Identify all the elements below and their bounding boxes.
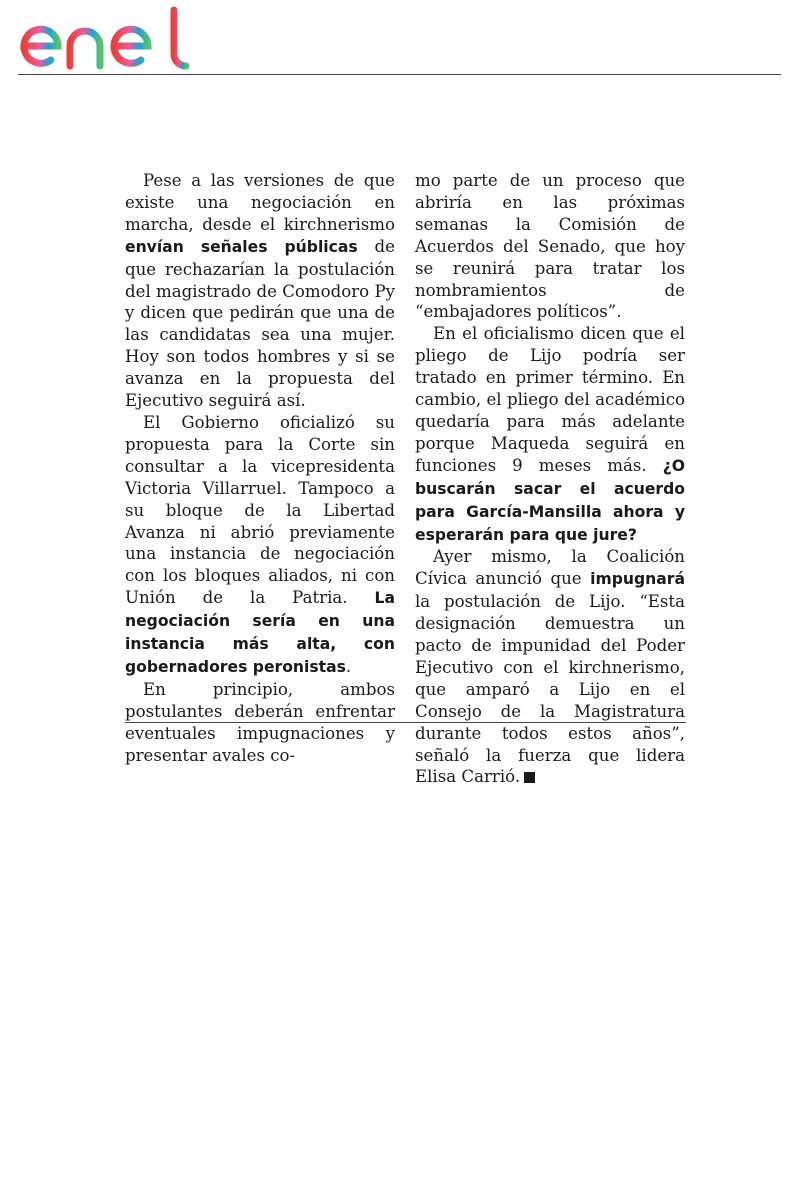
article-column-1: [125, 170, 395, 788]
bold-highlight: ¿O buscarán sacar el acuerdo para García-Mansilla ahora y esperarán para que jure?: [415, 456, 685, 544]
paragraph-text: mo parte de un proceso que abriría en las próximas semanas la Comisión de Acuerdos del Senado, que hoy se reunirá para tratar los nombramientos de “embajadores políticos”.: [415, 171, 685, 322]
article-body: [125, 170, 685, 788]
paragraph-text: .: [345, 656, 352, 676]
paragraph: [125, 170, 395, 412]
paragraph: [415, 323, 685, 546]
paragraph-text: En principio, ambos postulantes deberán enfrentar eventuales impugnaciones y presentar avales co-: [125, 679, 395, 765]
paragraph-text: la postulación de Lijo. “Esta designación demuestra un pacto de impunidad del Poder Ejecutivo con el kirchnerismo, que amparó a Lijo en el Consejo de la Magistratura durante todos estos años”, señaló la fuerza que lidera Elisa Carrió.: [415, 592, 685, 787]
paragraph-text: Ayer mismo, la Coalición Cívica anunció que: [415, 547, 685, 589]
bold-highlight: impugnará: [590, 570, 685, 589]
paragraph: [415, 170, 685, 323]
paragraph-text: El Gobierno oficializó su propuesta para la Corte sin consultar a la vicepresidenta Victoria Villarruel. Tampoco a su bloque de la Libertad Avanza ni abrió previamente una instancia de negociación con los bloques aliados, ni con Unión de la Patria.: [125, 412, 395, 608]
paragraph: [125, 412, 395, 679]
paragraph: [415, 546, 685, 788]
end-of-article-mark: [524, 772, 535, 783]
paragraph-text: de que rechazarían la postulación del magistrado de Comodoro Py y dicen que pedirán que una de las candidatas sea una mujer. Hoy son todos hombres y si se avanza en la propuesta del Ejecutivo seguirá así.: [125, 236, 395, 411]
article-bottom-divider: [125, 722, 686, 723]
article-column-2: [415, 170, 685, 788]
paragraph-text: En el oficialismo dicen que el pliego de Lijo podría ser tratado en primer término. En cambio, el pliego del académico quedaría para más adelante porque Maqueda seguirá en funciones 9 meses más.: [415, 324, 685, 475]
paragraph-text: Pese a las versiones de que existe una negociación en marcha, desde el kirchnerismo: [125, 171, 395, 234]
bold-highlight: envían señales públicas: [125, 237, 358, 256]
bold-highlight: La negociación sería en una instancia más alta, con gobernadores peronistas: [125, 589, 395, 676]
header-divider: [18, 74, 781, 75]
enel-logo: [18, 4, 193, 70]
